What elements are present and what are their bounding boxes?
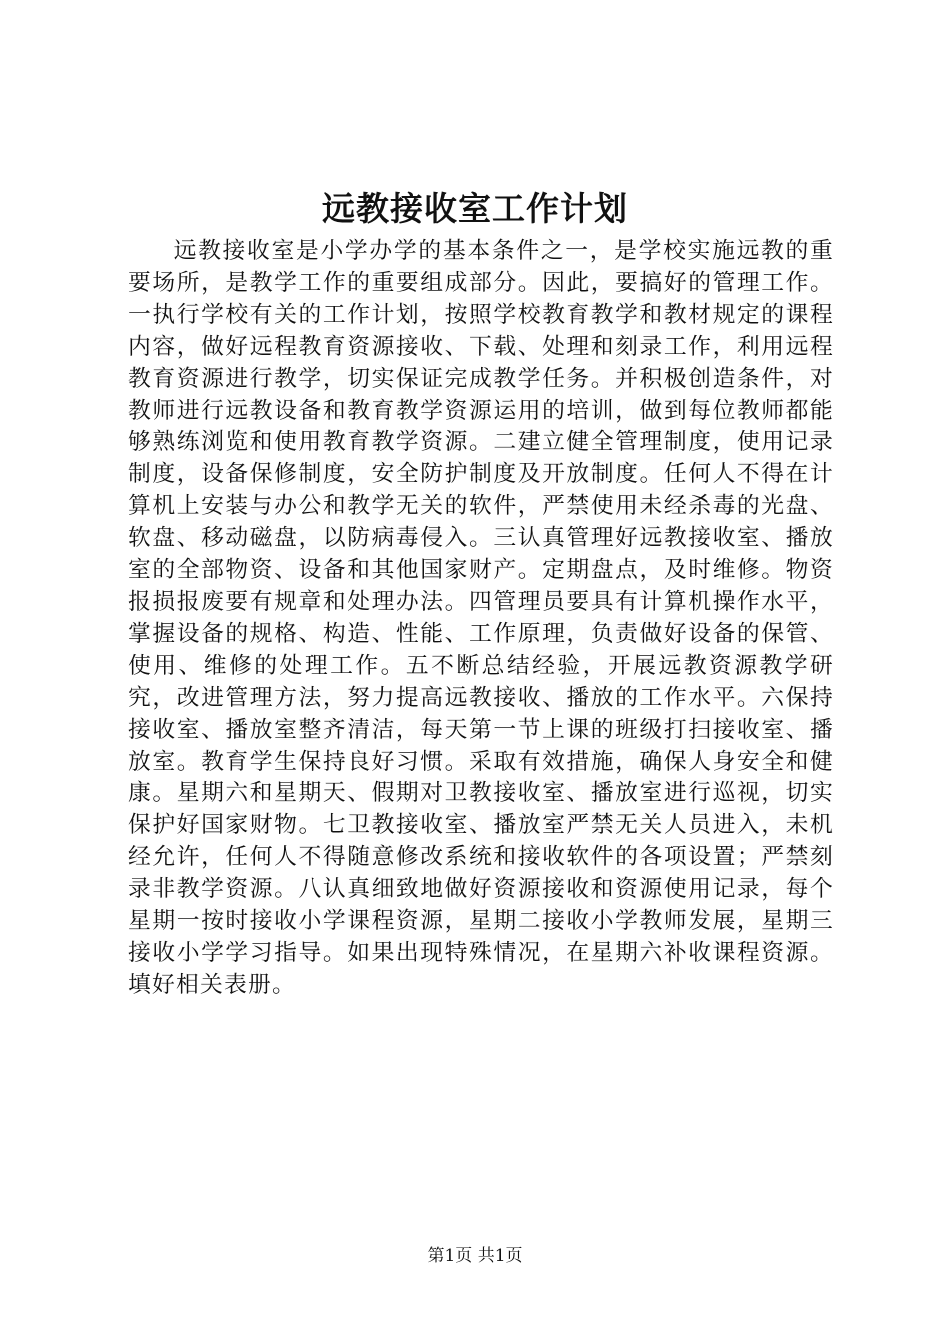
document-body-paragraph: 远教接收室是小学办学的基本条件之一，是学校实施远教的重要场所，是教学工作的重要组成部分。因此，要搞好的管理工作。一执行学校有关的工作计划，按照学校教育教学和教材规定的课程内容，做好远程教育资源接收、下载、处理和刻录工作，利用远程教育资源进行教学，切实保证完成教学任务。并积极创造条件，对教师进行远教设备和教育教学资源运用的培训，做到每位教师都能够熟练浏览和使用教育教学资源。二建立健全管理制度，使用记录制度，设备保修制度，安全防护制度及开放制度。任何人不得在计算机上安装与办公和教学无关的软件，严禁使用未经杀毒的光盘、软盘、移动磁盘，以防病毒侵入。三认真管理好远教接收室、播放室的全部物资、设备和其他国家财产。定期盘点，及时维修。物资报损报废要有规章和处理办法。四管理员要具有计算机操作水平，掌握设备的规格、构造、性能、工作原理，负责做好设备的保管、使用、维修的处理工作。五不断总结经验，开展远教资源教学研究，改进管理方法，努力提高远教接收、播放的工作水平。六保持接收室、播放室整齐清洁，每天第一节上课的班级打扫接收室、播放室。教育学生保持良好习惯。采取有效措施，确保人身安全和健康。星期六和星期天、假期对卫教接收室、播放室进行巡视，切实保护好国家财物。七卫教接收室、播放室严禁无关人员进入，未机经允许，任何人不得随意修改系统和接收软件的各项设置；严禁刻录非教学资源。八认真细致地做好资源接收和资源使用记录，每个星期一按时接收小学课程资源，星期二接收小学教师发展，星期三接收小学学习指导。如果出现特殊情况，在星期六补收课程资源。填好相关表册。 — [128, 238, 834, 998]
page-footer-number: 第1页 共1页 — [427, 1246, 523, 1266]
document-title: 远教接收室工作计划 — [322, 189, 628, 228]
